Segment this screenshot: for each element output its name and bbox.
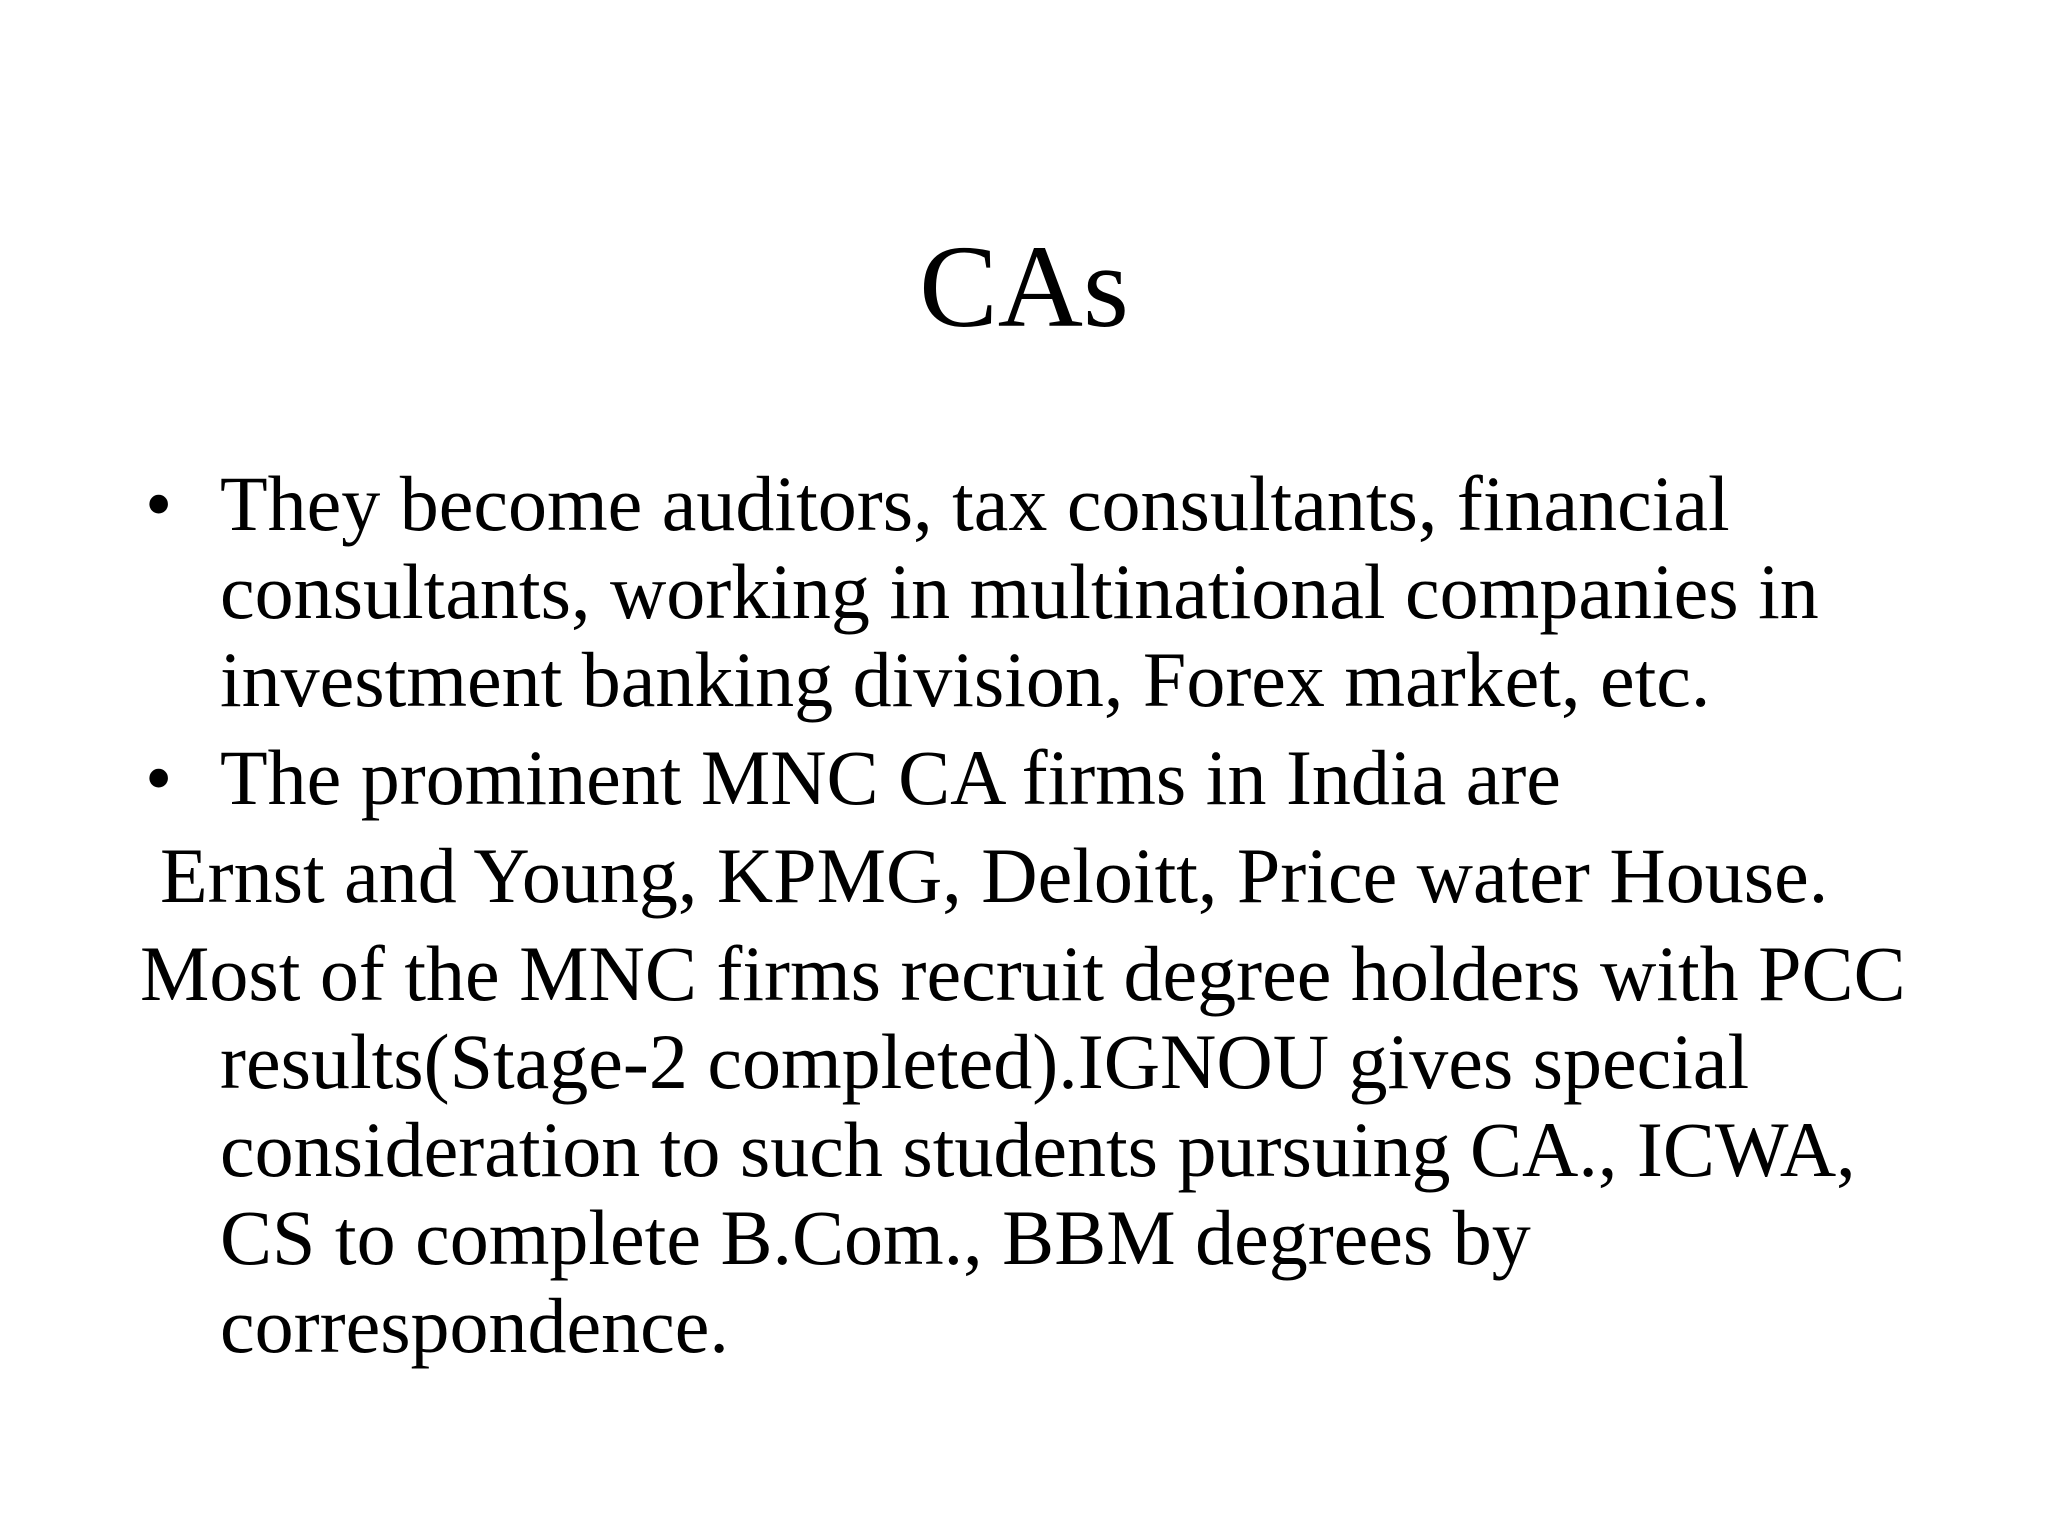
closing-paragraph: Most of the MNC firms recruit degree holders with PCC results(Stage-2 completed).IGNOU gives special consideration to such students pursuing CA., ICWA, CS to complete B.Com., BBM degrees by correspondence. (140, 930, 1906, 1369)
bullet-text-firms-intro: The prominent MNC CA firms in India are (220, 734, 1561, 821)
bullet-marker: • (145, 460, 173, 547)
bullet-marker: • (145, 734, 173, 821)
slide-title: CAs (919, 221, 1129, 352)
slide-body (140, 460, 1930, 1370)
bullet-item-firms-intro (140, 734, 1930, 822)
bullet-item-careers (140, 460, 1930, 724)
bullet-text-careers: They become auditors, tax consultants, financial consultants, working in multinational companies in investment banking division, Forex market, etc. (220, 460, 1819, 723)
firms-list-line: Ernst and Young, KPMG, Deloitt, Price water House. (160, 832, 1829, 919)
